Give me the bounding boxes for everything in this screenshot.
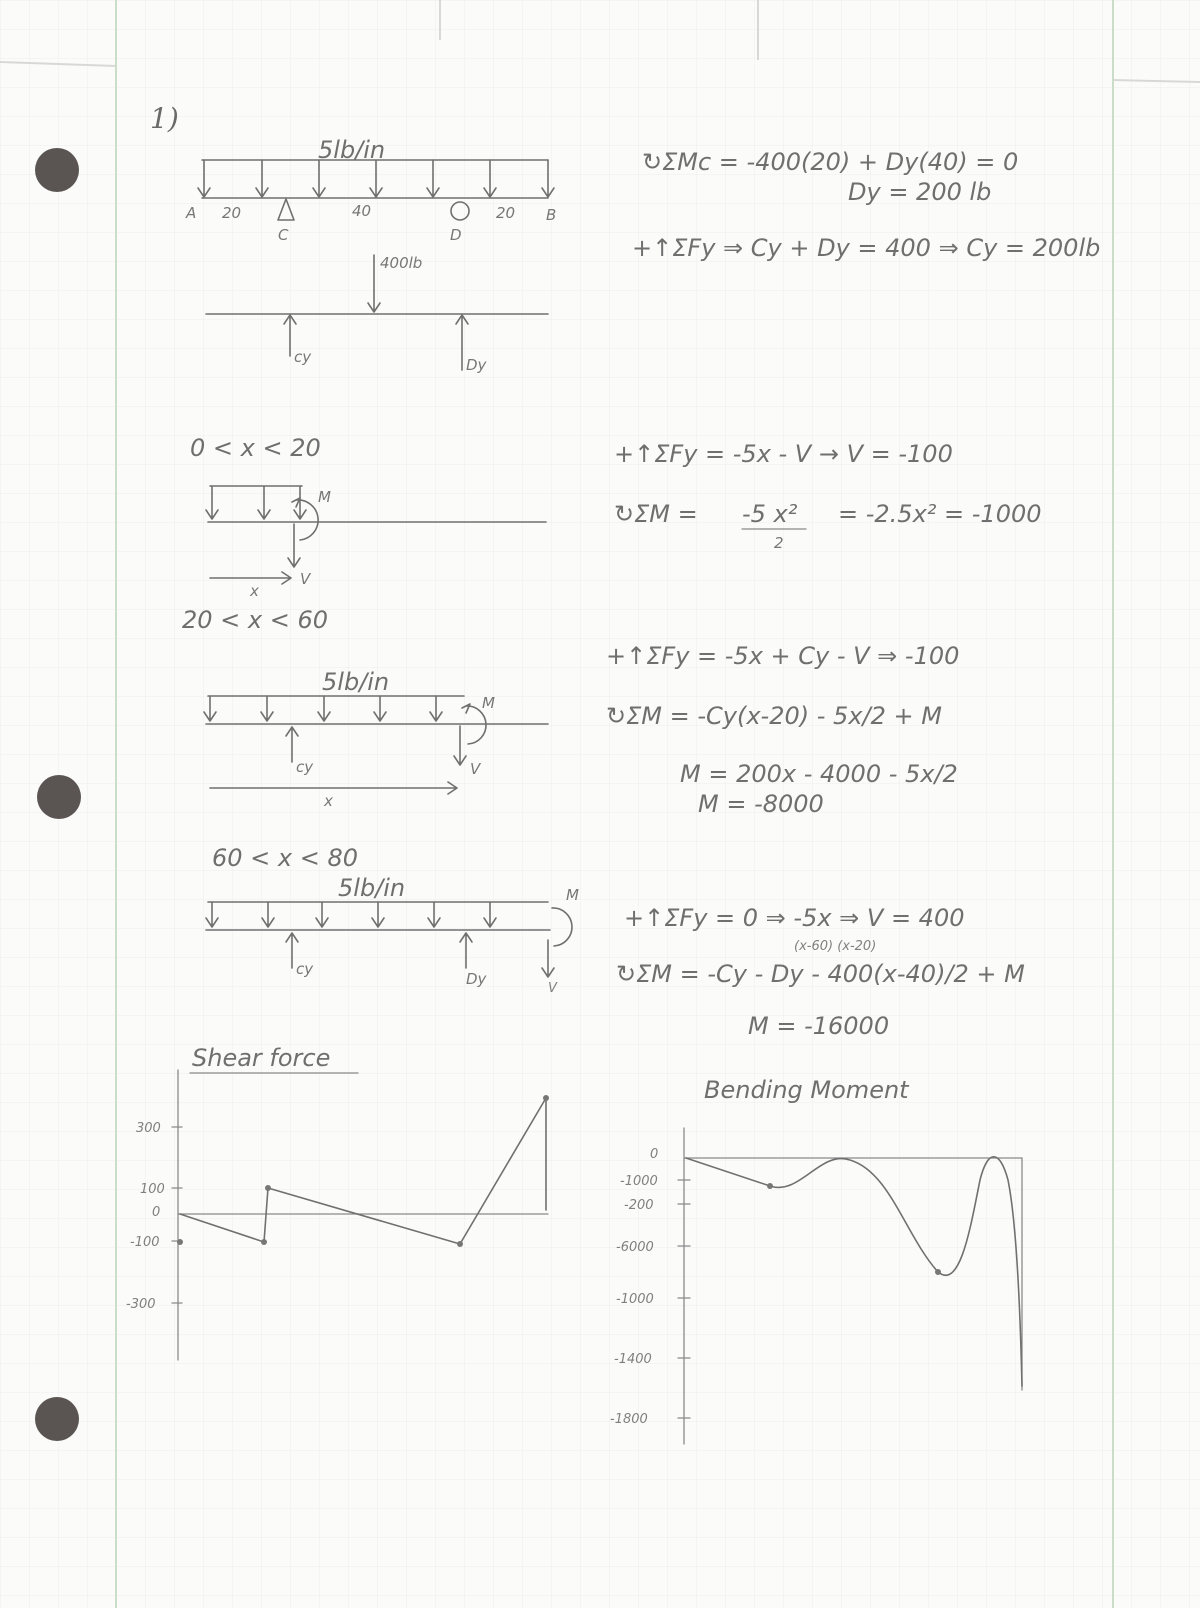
shear-tick-neg100: -100	[130, 1235, 160, 1250]
segment-3-shear-arrow	[542, 940, 554, 977]
dy-result: Dy = 200 lb	[848, 178, 992, 206]
span-ac-label: 20	[222, 204, 242, 222]
segment-2-x-arrow	[210, 782, 457, 794]
point-a-label: A	[186, 204, 197, 222]
shear-point	[457, 1241, 463, 1247]
segment-3-dy-arrow	[460, 933, 472, 968]
top-rule	[0, 62, 116, 66]
segment-1-moment-lhs: ↻ΣM =	[614, 500, 698, 528]
segment-1-shear-eq: +↑ΣFy = -5x - V → V = -100	[614, 440, 953, 468]
segment-3-moment-arc	[552, 908, 572, 946]
point-d-label: D	[450, 226, 462, 244]
segment-2	[182, 606, 959, 818]
shear-tick-0: 0	[152, 1205, 161, 1220]
roller-support-d	[451, 202, 469, 220]
segment-2-moment-eq2: M = 200x - 4000 - 5x/2	[680, 760, 958, 788]
segment-3	[206, 844, 1025, 1040]
pin-support-c	[278, 199, 294, 220]
segment-3-moment-eq: ↻ΣM = -Cy - Dy - 400(x-40)/2 + M	[616, 960, 1025, 988]
segment-3-shear-label: V	[548, 981, 557, 996]
moment-tick-f: -1800	[610, 1412, 648, 1427]
segment-2-shear-label: V	[470, 760, 481, 778]
segment-3-range: 60 < x < 80	[212, 844, 359, 872]
punch-hole-top	[35, 148, 79, 192]
shear-point	[265, 1185, 271, 1191]
shear-point	[177, 1239, 183, 1245]
point-b-label: B	[546, 206, 557, 224]
segment-1-shear-label: V	[300, 570, 311, 588]
force-eq: +↑ΣFy ⇒ Cy + Dy = 400 ⇒ Cy = 200lb	[632, 234, 1101, 262]
segment-2-cy-arrow	[286, 727, 298, 762]
reaction-equations	[632, 148, 1100, 262]
distributed-load-label: 5lb/in	[318, 136, 386, 164]
segment-2-shear-arrow	[454, 726, 466, 765]
segment-3-moment-label: M	[566, 886, 579, 904]
segment-2-moment-eq: ↻ΣM = -Cy(x-20) - 5x/2 + M	[606, 702, 942, 730]
resultant-label: 400lb	[380, 254, 423, 272]
moment-eq-c: ↻ΣMc = -400(20) + Dy(40) = 0	[642, 148, 1019, 176]
segment-2-moment-result: M = -8000	[698, 790, 824, 818]
punch-hole-middle	[37, 775, 81, 819]
top-rule-right	[1113, 80, 1200, 82]
segment-1-x-label: x	[250, 582, 259, 600]
beam-diagram	[185, 136, 556, 374]
shear-title: Shear force	[192, 1044, 331, 1072]
segment-2-range: 20 < x < 60	[182, 606, 329, 634]
point-c-label: C	[278, 226, 289, 244]
span-cd-label: 40	[352, 202, 372, 220]
shear-tick-100: 100	[140, 1182, 165, 1197]
reaction-dy-label: Dy	[466, 356, 487, 374]
reaction-cy-label: cy	[294, 348, 312, 366]
moment-title: Bending Moment	[704, 1076, 909, 1104]
bending-moment-diagram	[610, 1076, 1022, 1444]
problem-number: 1)	[150, 102, 179, 135]
shear-tick-neg300: -300	[126, 1297, 156, 1312]
segment-3-note: (x-60) (x-20)	[794, 939, 877, 954]
segment-1-shear-arrow	[288, 524, 300, 567]
segment-2-load-label: 5lb/in	[322, 668, 390, 696]
punch-hole-bottom	[35, 1397, 79, 1441]
segment-1	[190, 434, 1042, 600]
moment-tick-a: -1000	[620, 1174, 658, 1189]
moment-tick-0: 0	[650, 1147, 659, 1162]
segment-3-dy-label: Dy	[466, 970, 487, 988]
span-db-label: 20	[496, 204, 516, 222]
segment-1-moment-rhs: = -2.5x² = -1000	[838, 500, 1042, 528]
segment-1-moment-label: M	[318, 488, 331, 506]
segment-3-shear-eq: +↑ΣFy = 0 ⇒ -5x ⇒ V = 400	[624, 904, 965, 932]
segment-3-moment-result: M = -16000	[748, 1012, 890, 1040]
shear-curve	[180, 1098, 546, 1244]
moment-point	[767, 1183, 773, 1189]
shear-tick-300: 300	[136, 1121, 161, 1136]
moment-tick-d: -1000	[616, 1292, 654, 1307]
segment-2-x-label: x	[324, 792, 333, 810]
resultant-arrow	[368, 255, 380, 312]
segment-1-moment-num: -5 x²	[742, 500, 798, 528]
segment-2-cy-label: cy	[296, 758, 314, 776]
moment-tick-b: -200	[624, 1198, 654, 1213]
segment-3-cy-label: cy	[296, 960, 314, 978]
shear-point	[261, 1239, 267, 1245]
shear-point	[543, 1095, 549, 1101]
segment-3-load-label: 5lb/in	[338, 874, 406, 902]
moment-tick-e: -1400	[614, 1352, 652, 1367]
shear-force-diagram	[126, 1044, 549, 1360]
segment-1-range: 0 < x < 20	[190, 434, 321, 462]
moment-point	[935, 1269, 941, 1275]
segment-1-moment-den: 2	[774, 534, 784, 552]
load-arrows	[198, 160, 554, 197]
segment-2-moment-label: M	[482, 694, 495, 712]
moment-tick-c: -6000	[616, 1240, 654, 1255]
segment-2-shear-eq: +↑ΣFy = -5x + Cy - V ⇒ -100	[606, 642, 960, 670]
moment-curve	[686, 1157, 1022, 1386]
